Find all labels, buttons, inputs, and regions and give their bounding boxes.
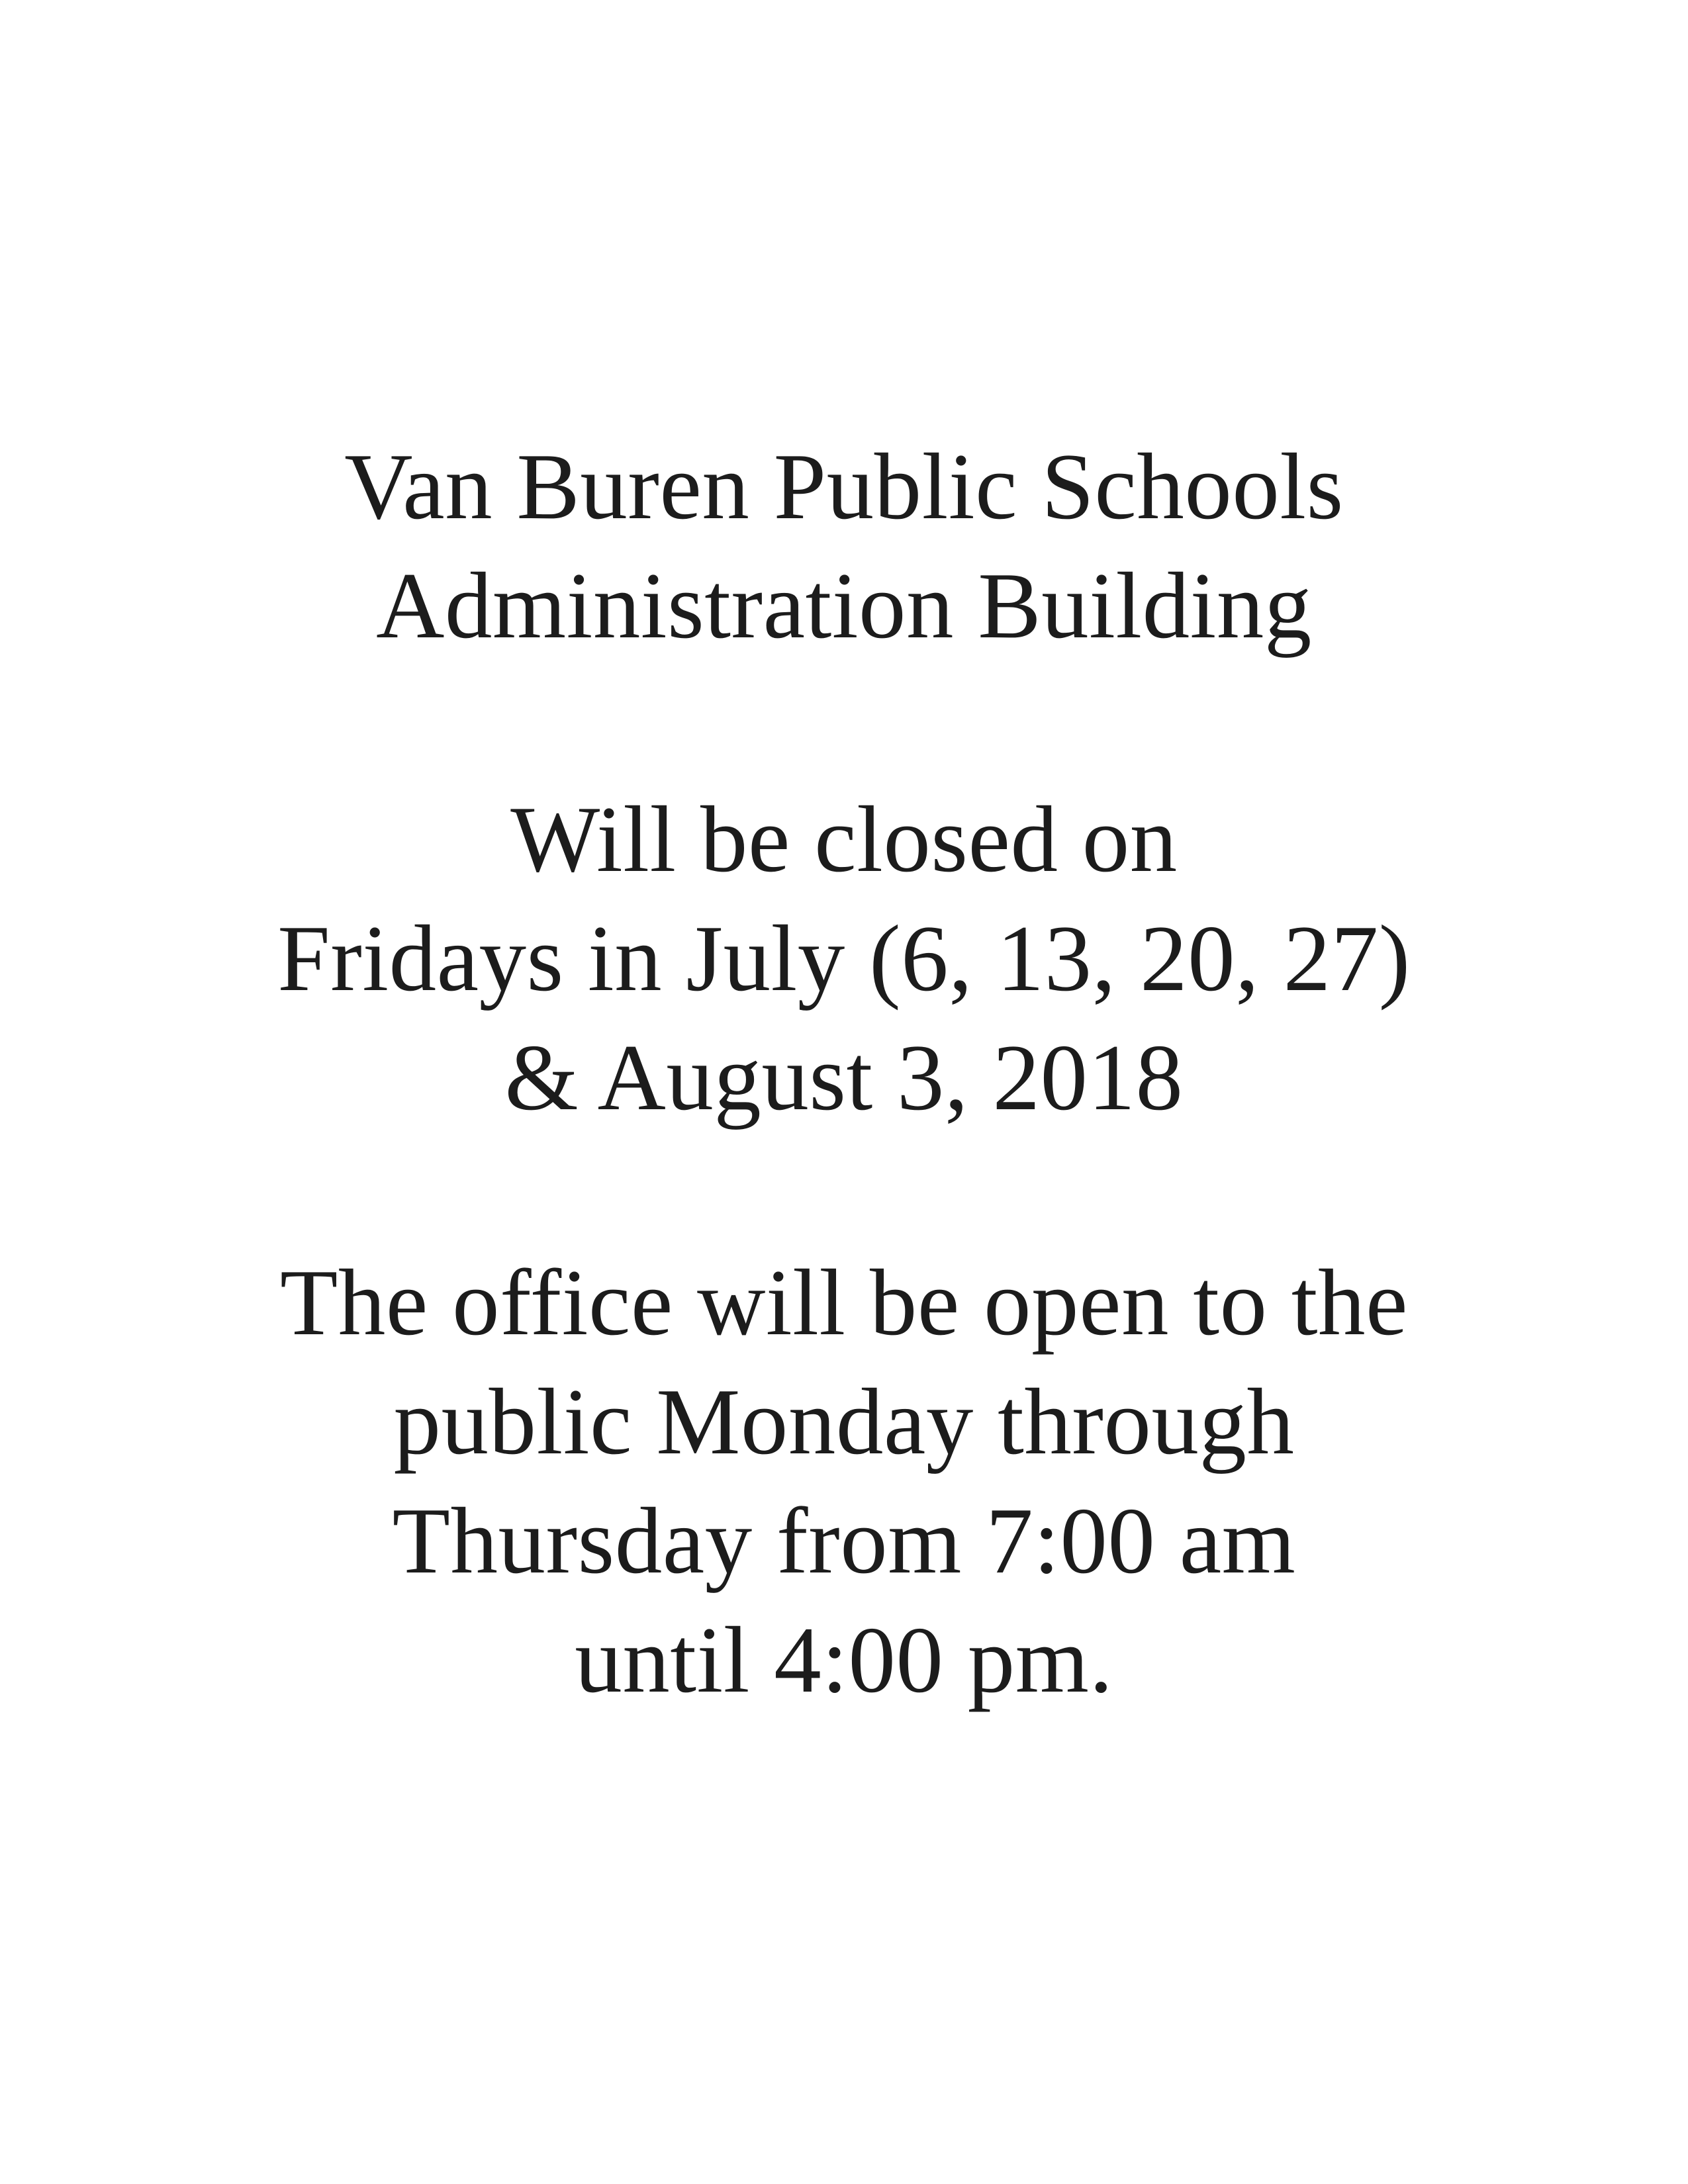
closure-line-july-dates: Fridays in July (6, 13, 20, 27) (277, 906, 1411, 1011)
heading-line-building: Administration Building (376, 553, 1312, 658)
notice-heading (0, 427, 1688, 665)
hours-line-1: The office will be open to the (280, 1250, 1408, 1355)
closure-line-august-date: & August 3, 2018 (504, 1025, 1184, 1130)
hours-line-3: Thursday from 7:00 am (392, 1488, 1296, 1593)
closure-notice (0, 780, 1688, 1137)
closure-line-intro: Will be closed on (510, 787, 1178, 891)
office-hours-notice (0, 1243, 1688, 1719)
heading-line-district: Van Buren Public Schools (344, 434, 1344, 539)
hours-line-2: public Monday through (393, 1369, 1295, 1474)
hours-line-4: until 4:00 pm. (575, 1608, 1113, 1712)
